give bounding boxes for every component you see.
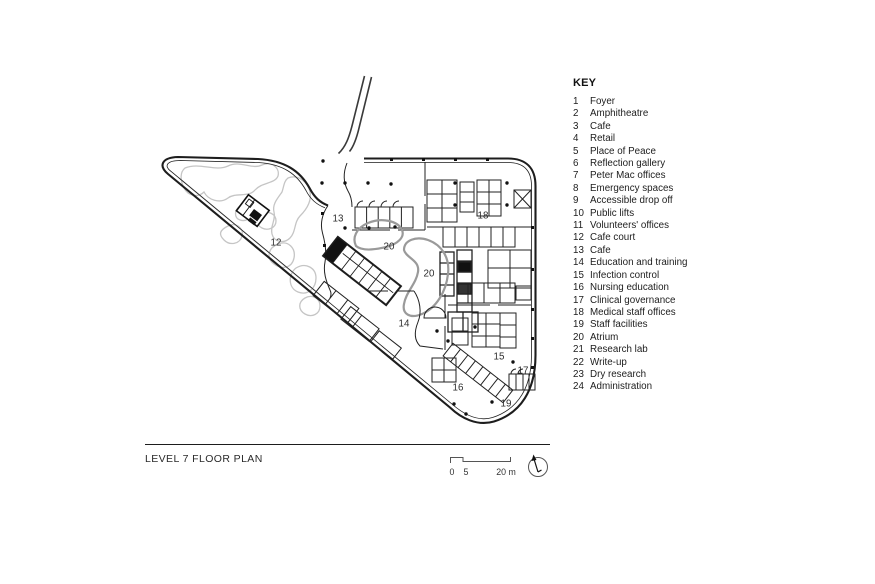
- entry-road: [339, 76, 372, 154]
- key-item-number: 7: [573, 170, 579, 182]
- plan-room-label: 12: [270, 237, 282, 249]
- key-list: [573, 96, 743, 394]
- scale-label-20m: 20 m: [496, 467, 516, 477]
- key-item-label: Dry research: [590, 368, 647, 380]
- page-title: LEVEL 7 FLOOR PLAN: [145, 453, 263, 465]
- key-item: [573, 381, 743, 393]
- key-item: [573, 183, 743, 195]
- plan-room-label: 15: [493, 351, 505, 363]
- key-item-label: Volunteers' offices: [590, 220, 670, 232]
- north-arrow-icon: [529, 455, 548, 477]
- key-item: [573, 307, 743, 319]
- key-item-number: 15: [573, 269, 584, 281]
- key-item-number: 23: [573, 368, 584, 380]
- scale-label-0: 0: [449, 467, 455, 477]
- key-item: [573, 344, 743, 356]
- key-item-number: 22: [573, 356, 584, 368]
- footer-rule: [145, 444, 550, 445]
- key-item-number: 3: [573, 120, 579, 132]
- key-item: [573, 195, 743, 207]
- key-item: [573, 158, 743, 170]
- key-item-number: 18: [573, 306, 584, 318]
- plan-room-label: 19: [500, 398, 512, 410]
- key-item-label: Nursing education: [590, 282, 669, 294]
- key-item-label: Staff facilities: [590, 319, 648, 331]
- key-item: [573, 257, 743, 269]
- key-item-number: 10: [573, 207, 584, 219]
- key-item-label: Infection control: [590, 269, 660, 281]
- key-item-label: Retail: [590, 133, 616, 145]
- plan-room-label: 14: [398, 318, 410, 330]
- key-item-number: 17: [573, 294, 584, 306]
- key-item: [573, 96, 743, 108]
- rooms-cluster-18: [427, 180, 531, 300]
- key-item: [573, 108, 743, 120]
- key-item-number: 6: [573, 158, 579, 170]
- key-item-label: Medical staff offices: [590, 306, 676, 318]
- key-item-label: Accessible drop off: [590, 195, 673, 207]
- plan-room-label: 13: [332, 213, 344, 225]
- plan-room-label: 17: [517, 365, 529, 377]
- key-item-label: Write-up: [590, 356, 627, 368]
- key-item-number: 9: [573, 195, 579, 207]
- outer-boundary: [163, 157, 536, 423]
- key-item-label: Administration: [590, 381, 653, 393]
- key-item: [573, 282, 743, 294]
- key-item: [573, 170, 743, 182]
- key-item-label: Cafe: [590, 244, 611, 256]
- plan-room-label: 20: [423, 268, 435, 280]
- plan-room-label: 16: [452, 382, 464, 394]
- garden-kiosk: [236, 195, 269, 227]
- key-item-label: Place of Peace: [590, 145, 656, 157]
- key-item: [573, 146, 743, 158]
- key-item: [573, 245, 743, 257]
- key-item-number: 24: [573, 381, 584, 393]
- key-item: [573, 121, 743, 133]
- key-item-label: Clinical governance: [590, 294, 676, 306]
- key-item: [573, 220, 743, 232]
- key-item: [573, 232, 743, 244]
- key-item: [573, 295, 743, 307]
- key-item-label: Amphitheatre: [590, 108, 649, 120]
- plan-room-label: 20: [383, 241, 395, 253]
- key-item-label: Foyer: [590, 96, 616, 107]
- key-item-number: 5: [573, 145, 579, 157]
- key-item-label: Emergency spaces: [590, 182, 674, 194]
- key-item-number: 21: [573, 344, 584, 356]
- rooms-cluster-south: [432, 283, 535, 403]
- key-item-label: Cafe: [590, 120, 611, 132]
- atrium-curves: [355, 220, 449, 316]
- scale-label-5: 5: [463, 467, 469, 477]
- key-item: [573, 369, 743, 381]
- key-item-number: 2: [573, 108, 579, 120]
- key-item-number: 13: [573, 244, 584, 256]
- key-item-number: 20: [573, 331, 584, 343]
- key-item-number: 11: [573, 220, 584, 232]
- key-item-label: Peter Mac offices: [590, 170, 666, 182]
- plan-room-label: 18: [477, 210, 489, 222]
- key-item-number: 1: [573, 96, 579, 107]
- key-item-label: Research lab: [590, 344, 648, 356]
- key-item: [573, 332, 743, 344]
- key-item-number: 16: [573, 282, 584, 294]
- key-title: KEY: [573, 77, 597, 89]
- key-item: [573, 319, 743, 331]
- key-item: [573, 133, 743, 145]
- key-item-label: Education and training: [590, 257, 688, 269]
- key-item-number: 12: [573, 232, 584, 244]
- key-item-label: Cafe court: [590, 232, 636, 244]
- key-panel: [573, 77, 743, 394]
- key-item: [573, 208, 743, 220]
- key-item: [573, 357, 743, 369]
- key-item-number: 8: [573, 182, 579, 194]
- key-item-number: 14: [573, 257, 584, 269]
- key-item: [573, 270, 743, 282]
- key-item-number: 4: [573, 133, 579, 145]
- key-item-label: Atrium: [590, 331, 619, 343]
- key-item-label: Public lifts: [590, 207, 635, 219]
- rooms-along-hypotenuse: [313, 281, 401, 359]
- key-item-number: 19: [573, 319, 584, 331]
- scale-bar: [451, 457, 511, 463]
- key-item-label: Reflection gallery: [590, 158, 666, 170]
